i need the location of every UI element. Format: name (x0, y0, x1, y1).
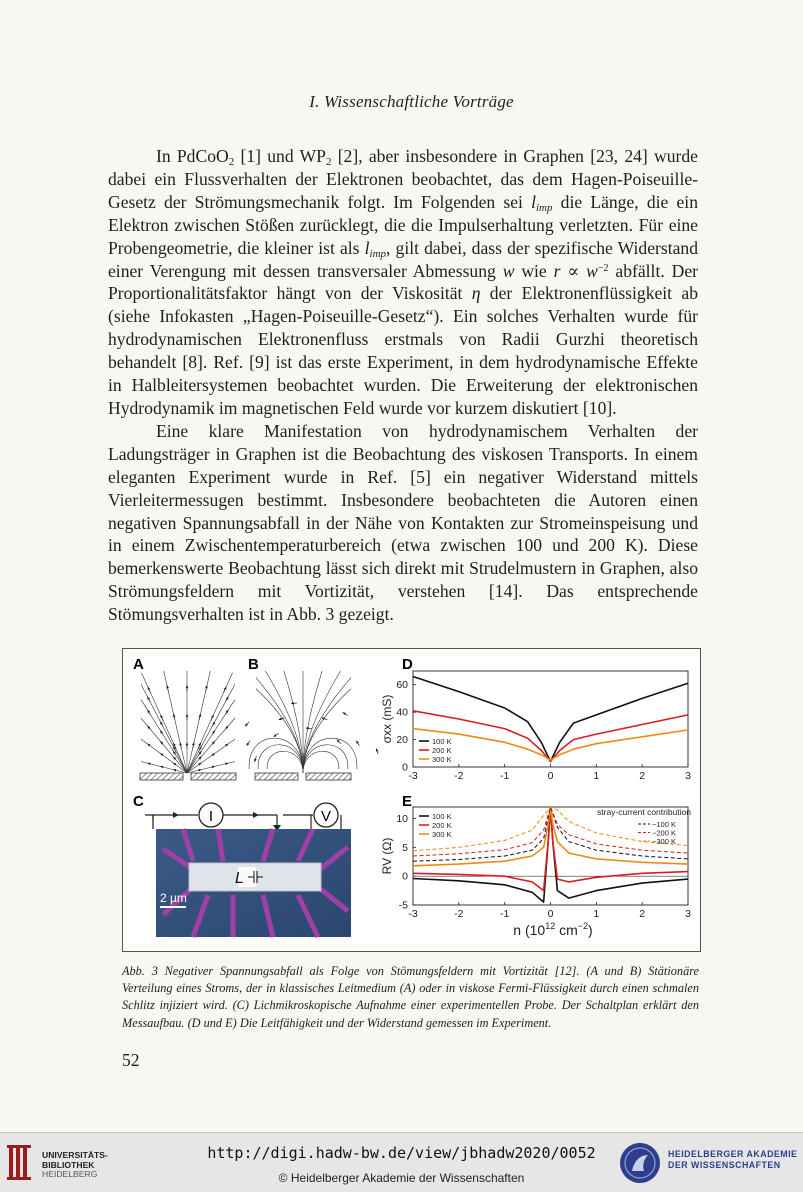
page-number: 52 (122, 1050, 140, 1070)
relation-exponent: −2 (597, 262, 609, 274)
x-tick-label: 3 (685, 770, 691, 782)
flow-arrow-a-head (147, 762, 150, 765)
x-axis-label-e (513, 921, 592, 938)
x-tick-label: -3 (408, 770, 418, 782)
body-text (108, 145, 698, 626)
flow-arrow-b-head (376, 748, 379, 751)
paragraph-2: Eine klare Manifestation von hydrodynamischem Verhalten der Ladungsträger in Graphen ist die Beobachtung des viskosen Transports. In einem eleganten Experiment wurde in Ref. [5] ein negativer Widerstand mittels Vierleitermessugen bestimmt. Insbesondere beobachteten die Autoren einen negativen Spannungsabfall in der Nähe von Kontakten zur Stromeinspeisung und in einem Zwischentemperaturbereich (etwa zwischen 100 und 200 K). Diese bemerkenswerte Beobachtung lässt sich direkt mit Strudelmustern in Graphen, also Strömungsfeldern mit Vortizität, verstehen [14]. Das entsprechende Stömungsverhalten ist in Abb. 3 gezeigt. (108, 420, 698, 625)
flow-arrow-a-head (186, 742, 189, 745)
library-line-1: UNIVERSITÄTS- (42, 1150, 108, 1160)
plot-frame (413, 671, 688, 767)
w-symbol: w (502, 260, 515, 281)
l-imp-symbol: l (531, 191, 536, 212)
x-tick-label: 0 (547, 770, 554, 782)
flow-arrow-a-head (173, 769, 176, 772)
y-tick-label: 60 (396, 679, 408, 692)
panel-c-circuit (145, 803, 341, 831)
flow-arrow-a-head (173, 714, 176, 717)
panel-a-wall-right (191, 773, 236, 780)
p1-sub-1: 2 (228, 156, 235, 168)
x-axis-label-part: n (10 (513, 922, 546, 938)
figure-3 (122, 648, 701, 952)
flow-line-b (256, 678, 303, 773)
flow-arrow-b-head (254, 759, 257, 762)
footer-bar (0, 1132, 803, 1192)
figure-svg (123, 649, 700, 951)
p1-text-3: [2], aber insbesondere in Graphen [23, 24] wurde dabei ein Flussverhalten der Elektronen beobachtet, das dem Hagen-Poiseuille-Gesetz der Strömungsmechanik folgt. Im Folgenden sei (108, 146, 698, 212)
flow-arrow-a-head (147, 744, 150, 747)
x-tick-label: 1 (593, 908, 600, 920)
flow-arrow-a-head (225, 762, 228, 765)
p1-text-7: abfällt. Der Proportionalitätsfaktor hängt von der Viskosität (108, 260, 698, 304)
legend-label-d: 300 K (432, 755, 452, 764)
flow-line-b (303, 689, 351, 773)
p1-text-2: [1] und WP (234, 146, 326, 166)
vortex-line-b (303, 745, 348, 773)
academy-line-2: DER WISSENSCHAFTEN (668, 1159, 781, 1170)
flow-arrow-a-head (186, 685, 189, 688)
academy-name (668, 1149, 797, 1170)
flow-arrow-a-head (192, 742, 195, 745)
legend-title-e: stray-current contribution (597, 807, 692, 817)
series-line-100K (413, 807, 688, 902)
y-axis-label-e: RV (Ω) (380, 837, 394, 875)
flow-arrow-a-head (173, 763, 176, 766)
x-tick-label: 0 (547, 908, 554, 920)
panel-a-wall-left (140, 773, 183, 780)
y-tick-label: 40 (396, 706, 408, 719)
academy-line-1: HEIDELBERGER AKADEMIE (668, 1149, 798, 1159)
copyright-notice: © Heidelberger Akademie der Wissenschaften (278, 1171, 525, 1185)
legend-label-e-dashed: −100 K (652, 820, 676, 829)
flow-arrow-a-head (186, 714, 189, 717)
l-imp-sub: imp (536, 201, 553, 214)
x-tick-label: 1 (593, 770, 600, 782)
y-tick-label: 5 (402, 841, 408, 854)
flow-arrow-a-head (179, 742, 182, 745)
legend-label-d: 200 K (432, 746, 452, 755)
flow-arrow-a-head (198, 763, 201, 766)
legend-label-e: 300 K (432, 830, 452, 839)
y-tick-label: -5 (398, 899, 408, 912)
flow-arrow-a-head (199, 714, 202, 717)
p1-text-4: die Länge, die ein Elektron zwischen Stößen zurücklegt, die die Impulserhaltung verletzten. Für eine Probengeometrie, die kleiner ist als (108, 191, 698, 258)
flow-line-b (284, 671, 303, 773)
proportionality-relation: r ∝ w (553, 260, 598, 281)
flow-arrow-a-head (198, 769, 201, 772)
flow-line-b (303, 678, 351, 773)
series-line-100K (413, 677, 688, 762)
flow-arrow-b-head (279, 717, 282, 720)
flow-arrow-a-head (205, 685, 208, 688)
y-axis-label-d: σxx (mS) (380, 694, 394, 744)
x-tick-label: -2 (454, 770, 464, 782)
academy-logo[interactable] (618, 1141, 800, 1185)
x-axis-label-part: 12 (545, 921, 556, 931)
figure-caption: Abb. 3 Negativer Spannungsabfall als Folge von Stömungsfeldern mit Vortizität [12]. (A und B) Stätionäre Verteilung eines Stroms, der in klassisches Leitmedium (A) oder in viskose Fermi-Flüssigkeit durch einen schmalen Schlitz injiziert wird. (C) Lichmikroskopische Aufnahme einer experimentellen Probe. Der Schaltplan erklärt den Messaufbau. (D und E) Die Leitfähigkeit und der Widerstand gemessen im Experiment. (122, 964, 699, 1030)
panel-label-e: E (402, 793, 413, 810)
y-tick-label: 0 (402, 761, 408, 774)
library-line-3: HEIDELBERG (42, 1169, 98, 1180)
current-label: I (208, 808, 214, 825)
p1-text-5: , gilt dabei, dass der spezifische Widerstand einer Verengung mit dessen transversaler Abmessung (108, 237, 698, 281)
running-head: I. Wissenschaftliche Vorträge (309, 92, 514, 111)
panel-c-micrograph (156, 829, 351, 937)
flow-arrow-a-head (212, 753, 215, 756)
scale-bar-label: 2 µm (160, 891, 187, 905)
p1-text-8: der Elektronenflüssigkeit ab (siehe Infokasten „Hagen-Poiseuille-Gesetz“). Ein solches Verhalten wurde für hydrodynamischen Elektronenfluss erstmals von Radii Gurzhi theoretisch behandelt [8]. Ref. [9] ist das erste Experiment, in dem hydrodynamische Effekte in Halbleitersystemen beobachtet wurden. Die Erweiterung der elektronischen Hydrodynamik im magnetischen Feld wurde vor kurzem diskutiert [10]. (108, 283, 698, 418)
legend-label-e-dashed: −200 K (652, 828, 676, 838)
panel-label-c: C (133, 793, 144, 810)
digital-copy-link[interactable]: http://digi.hadw-bw.de/view/jbhadw2020/0052 (207, 1144, 596, 1162)
legend-label-d: 100 K (432, 737, 452, 746)
panel-label-a: A (133, 656, 144, 673)
academy-seal-icon (618, 1141, 662, 1185)
x-tick-label: -3 (408, 908, 418, 920)
flow-arrow-a-head (160, 766, 163, 769)
eta-symbol: η (471, 283, 481, 304)
y-tick-label: 10 (396, 813, 408, 826)
panel-b-flow-field (245, 671, 378, 773)
flow-arrow-a-head (160, 753, 163, 756)
panel-d-chart (380, 671, 691, 782)
p1-text-6: wie (514, 260, 554, 281)
y-tick-label: 0 (402, 870, 408, 883)
l-imp-symbol-2: l (364, 237, 370, 258)
vortex-line-b (249, 738, 303, 773)
x-axis-label-part: −2 (577, 921, 589, 931)
panel-label-b: B (248, 656, 259, 673)
flow-line-b (256, 689, 303, 773)
p1-sub-2: 2 (325, 156, 332, 168)
flow-line-b (303, 671, 322, 773)
flow-arrow-a-head (225, 744, 228, 747)
x-tick-label: -1 (499, 770, 510, 782)
legend-label-e: 100 K (432, 812, 452, 821)
panel-b-wall-right (306, 773, 351, 780)
panel-b-wall-left (255, 773, 298, 780)
legend-label-e-dashed: −300 K (652, 837, 676, 846)
series-line-200K (413, 807, 688, 891)
vortex-line-b (258, 745, 303, 773)
x-tick-label: 2 (639, 908, 646, 920)
x-axis-label-part: cm (555, 922, 578, 938)
series-line-300K (413, 729, 688, 761)
x-tick-label: 2 (639, 770, 646, 782)
panel-e-chart (380, 807, 691, 938)
x-tick-label: 3 (685, 908, 691, 920)
paragraph-1 (108, 145, 698, 420)
x-tick-label: -2 (454, 908, 464, 920)
panel-a-flow-field (141, 671, 235, 773)
length-label: L (235, 870, 244, 887)
x-tick-label: -1 (499, 908, 510, 920)
l-imp-sub-2: imp (369, 247, 387, 260)
library-line-2: BIBLIOTHEK (42, 1159, 95, 1170)
y-tick-label: 20 (396, 734, 408, 747)
p1-text-1: In PdCoO (156, 146, 229, 166)
legend-label-e: 200 K (432, 821, 452, 830)
voltage-label: V (320, 808, 332, 825)
panel-label-d: D (402, 656, 413, 673)
flow-arrow-a-head (166, 685, 169, 688)
x-axis-label-part: ) (588, 922, 593, 938)
vortex-line-b (303, 738, 357, 773)
flow-arrow-a-head (212, 766, 215, 769)
